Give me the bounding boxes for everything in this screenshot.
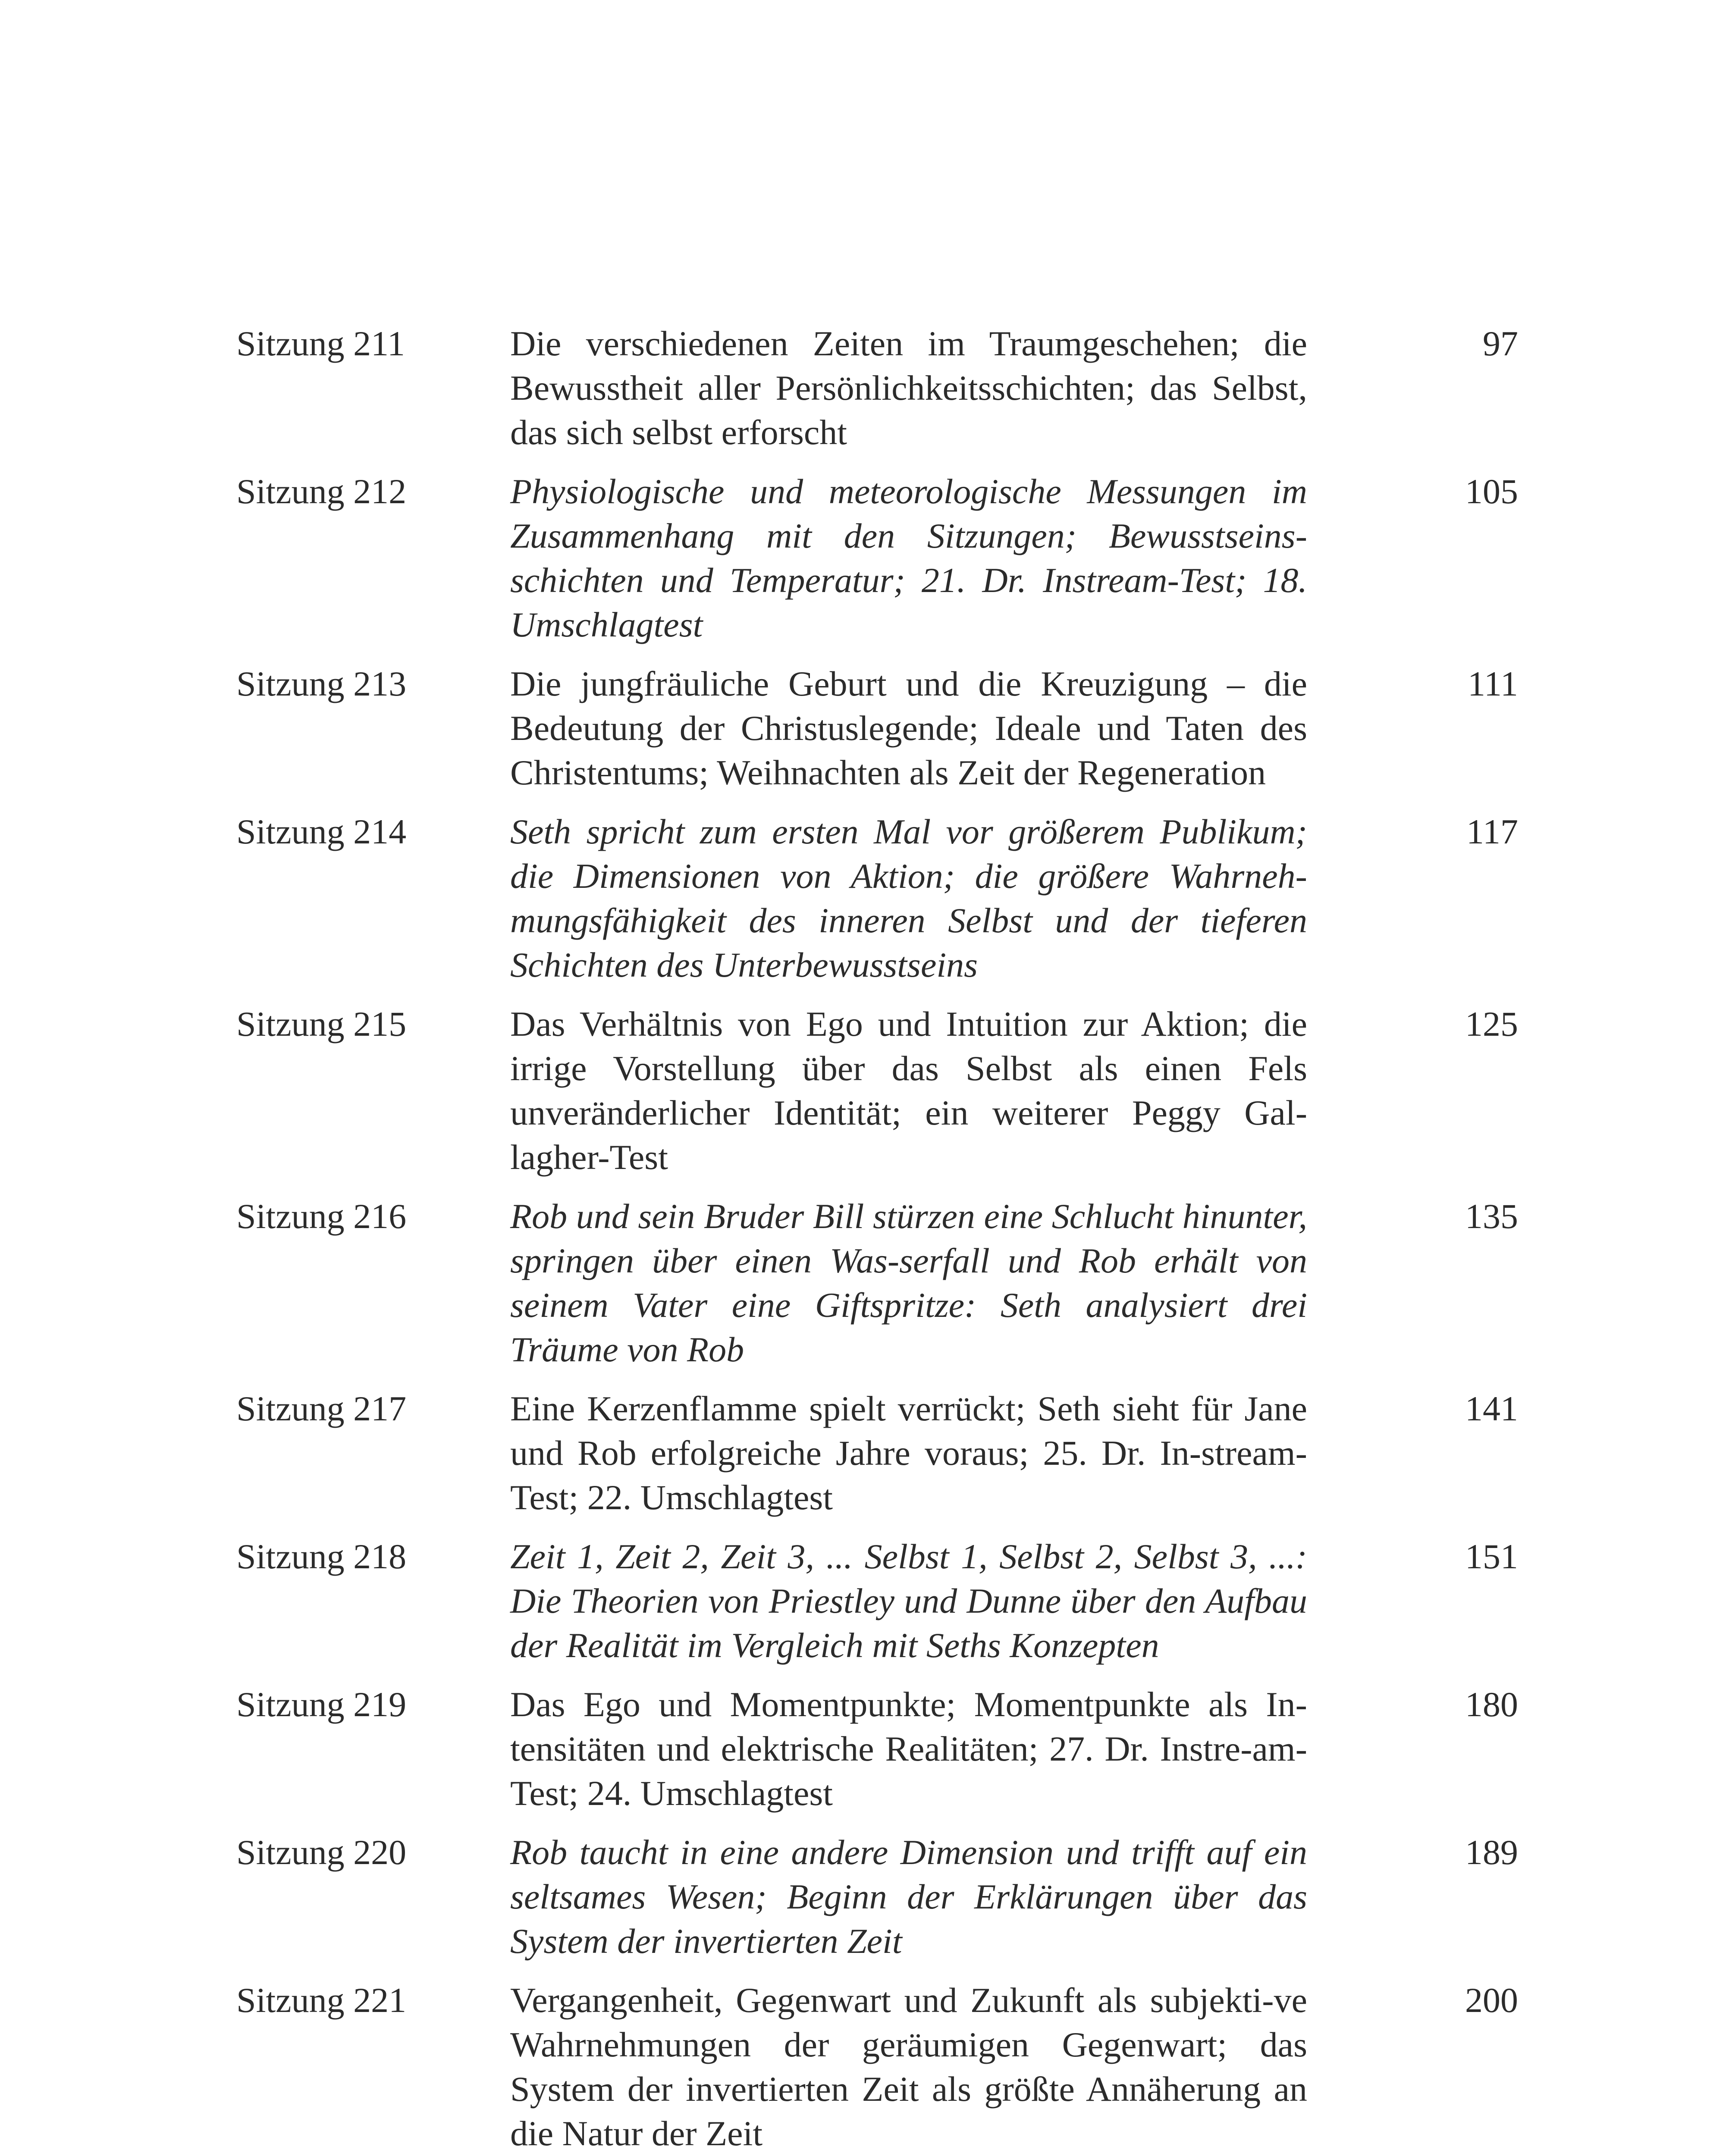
- session-label: Sitzung 221: [236, 1981, 407, 2020]
- session-label: Sitzung 215: [236, 1004, 407, 1044]
- description-line: System der invertierten Zeit als größte Annäherung an: [510, 2069, 1307, 2109]
- description-line: Christentums; Weihnachten als Zeit der Regeneration: [510, 753, 1266, 792]
- description-line: Rob und sein Bruder Bill stürzen eine: [510, 1197, 1043, 1236]
- page-number: 180: [1465, 1685, 1518, 1724]
- description-line: tensitäten und elektrische Realitäten; 27. Dr. Instre-: [510, 1729, 1252, 1768]
- session-label: Sitzung 213: [236, 664, 407, 703]
- description-line: Umschlagtest: [510, 605, 703, 644]
- toc-entry-217: [0, 1386, 1732, 1520]
- page-number: 117: [1466, 812, 1518, 851]
- description-line: Bewusstheit aller Persönlichkeitsschichten; das: [510, 368, 1197, 407]
- toc-entry-220: [0, 1830, 1732, 1963]
- toc-entry-221: [0, 1978, 1732, 2156]
- page-number: 125: [1465, 1004, 1518, 1044]
- session-label: Sitzung 218: [236, 1537, 407, 1576]
- description-line: Eine Kerzenflamme spielt verrückt; Seth sieht für: [510, 1389, 1233, 1428]
- session-description: [510, 321, 1307, 454]
- description-line: Die verschiedenen Zeiten im Traumgeschehen; die: [510, 324, 1307, 363]
- description-line: stream-Test; 22. Umschlagtest: [510, 1433, 1307, 1517]
- description-line: Jane und Rob erfolgreiche Jahre voraus; 25. Dr. In-: [510, 1389, 1308, 1473]
- description-line: Vergangenheit, Gegenwart und Zukunft als subjekti-: [510, 1981, 1274, 2020]
- description-line: Giftspritze: Seth analysiert drei Träume von Rob: [510, 1285, 1307, 1369]
- session-description: [510, 809, 1307, 987]
- session-label: Sitzung 217: [236, 1389, 407, 1428]
- session-description: [510, 1830, 1307, 1963]
- session-label: Sitzung 219: [236, 1685, 407, 1724]
- description-line: unveränderlicher Identität; ein weiterer Peggy Gal-: [510, 1093, 1307, 1132]
- session-description: [510, 1682, 1307, 1815]
- toc-entry-218: [0, 1534, 1732, 1667]
- session-label: Sitzung 212: [236, 472, 407, 511]
- description-line: ...: Die Theorien von Priestley und Dunne über den: [510, 1537, 1308, 1620]
- page-number: 105: [1465, 472, 1518, 511]
- description-line: Das Ego und Momentpunkte; Momentpunkte als In-: [510, 1685, 1307, 1724]
- description-line: Zeit 1, Zeit 2, Zeit 3, ... Selbst 1, Selbst 2, Selbst 3,: [510, 1537, 1257, 1576]
- toc-entry-214: [0, 809, 1732, 987]
- session-description: [510, 1002, 1307, 1179]
- description-line: Schlucht hinunter, springen über einen Was-: [510, 1197, 1308, 1280]
- page-number: 141: [1465, 1389, 1518, 1428]
- description-line: Zusammenhang mit den Sitzungen; Bewusstseins-: [510, 516, 1307, 555]
- description-line: Aufbau der Realität im Vergleich mit Seths Konzepten: [510, 1581, 1307, 1665]
- toc-entry-219: [0, 1682, 1732, 1815]
- session-description: [510, 1534, 1307, 1667]
- toc-entry-211: [0, 321, 1732, 454]
- session-description: [510, 661, 1307, 795]
- description-line: Selbst, das sich selbst erforscht: [510, 368, 1307, 452]
- page-number: 135: [1465, 1197, 1518, 1236]
- page-number: 189: [1465, 1833, 1518, 1872]
- session-label: Sitzung 211: [236, 324, 405, 363]
- description-line: Die jungfräuliche Geburt und die Kreuzigung – die: [510, 664, 1307, 703]
- session-label: Sitzung 214: [236, 812, 407, 851]
- description-line: serfall und Rob erhält von seinem Vater eine: [510, 1241, 1307, 1325]
- description-line: Bedeutung der Christuslegende; Ideale und Taten des: [510, 708, 1307, 748]
- description-line: Rob taucht in eine andere Dimension und trifft auf ein: [510, 1833, 1307, 1872]
- description-line: Das Verhältnis von Ego und Intuition zur Aktion;: [510, 1004, 1249, 1044]
- description-line: lagher-Test: [510, 1138, 668, 1177]
- description-line: System der invertierten Zeit: [510, 1921, 902, 1961]
- toc-entry-213: [0, 661, 1732, 795]
- table-of-contents: [0, 321, 1732, 2156]
- description-line: ve Wahrnehmungen der geräumigen Gegenwart; das: [510, 1981, 1307, 2064]
- session-description: [510, 1978, 1307, 2156]
- session-label: Sitzung 220: [236, 1833, 407, 1872]
- description-line: schichten und Temperatur; 21. Dr. Instream-Test; 18.: [510, 561, 1307, 600]
- session-description: [510, 1386, 1307, 1520]
- description-line: die Natur der Zeit: [510, 2114, 763, 2153]
- toc-entry-215: [0, 1002, 1732, 1179]
- page-number: 97: [1483, 324, 1518, 363]
- page-number: 151: [1465, 1537, 1518, 1576]
- description-line: am-Test; 24. Umschlagtest: [510, 1729, 1307, 1813]
- description-line: die Dimensionen von Aktion; die größere Wahrneh-: [510, 856, 1307, 896]
- toc-entry-212: [0, 469, 1732, 647]
- session-label: Sitzung 216: [236, 1197, 407, 1236]
- page-number: 111: [1468, 664, 1518, 703]
- description-line: Seth spricht zum ersten Mal vor größerem Publikum;: [510, 812, 1307, 851]
- description-line: seltsames Wesen; Beginn der Erklärungen über das: [510, 1877, 1307, 1916]
- description-line: Physiologische und meteorologische Messungen im: [510, 472, 1307, 511]
- description-line: Schichten des Unterbewusstseins: [510, 945, 978, 984]
- description-line: die irrige Vorstellung über das Selbst als einen Fels: [510, 1004, 1308, 1088]
- session-description: [510, 469, 1307, 647]
- toc-entry-216: [0, 1194, 1732, 1372]
- session-description: [510, 1194, 1307, 1372]
- description-line: mungsfähigkeit des inneren Selbst und der tieferen: [510, 901, 1307, 940]
- page-number: 200: [1465, 1981, 1518, 2020]
